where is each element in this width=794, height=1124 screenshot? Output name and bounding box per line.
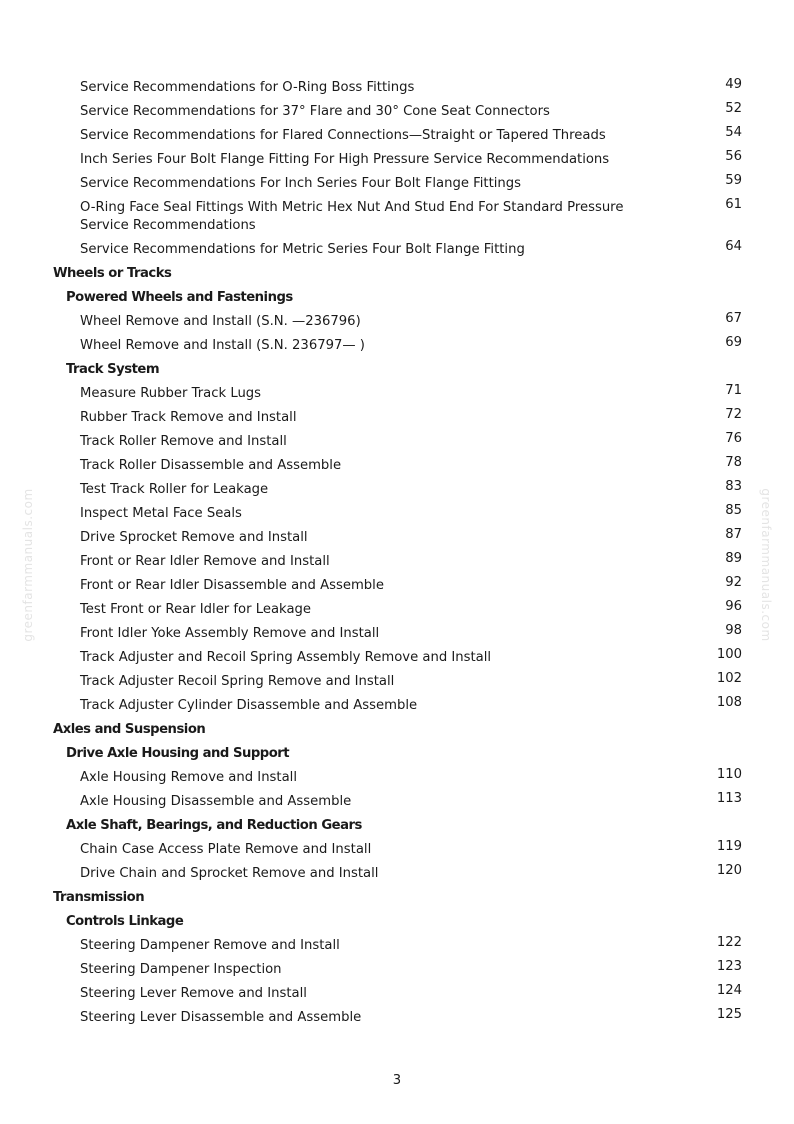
toc-section-heading bbox=[0, 886, 794, 910]
toc-entry-page: 123 bbox=[716, 959, 742, 974]
toc-entry-page: 125 bbox=[716, 1007, 742, 1022]
toc-entry[interactable] bbox=[0, 382, 794, 406]
toc-entry-page: 72 bbox=[725, 407, 742, 422]
toc-entry-title: Chain Case Access Plate Remove and Install bbox=[80, 842, 372, 857]
toc-entry-title: Service Recommendations for O-Ring Boss Fittings bbox=[80, 80, 415, 95]
toc-entry-title: Service Recommendations for Flared Connections—Straight or Tapered Threads bbox=[80, 128, 606, 143]
toc-entry[interactable] bbox=[0, 76, 794, 100]
toc-entry[interactable] bbox=[0, 172, 794, 196]
toc-entry[interactable] bbox=[0, 454, 794, 478]
toc-subsection-heading bbox=[0, 814, 794, 838]
toc-section-heading bbox=[0, 718, 794, 742]
toc-entry-page: 102 bbox=[716, 671, 742, 686]
toc-entry[interactable] bbox=[0, 694, 794, 718]
toc-section-heading bbox=[0, 262, 794, 286]
toc-entry-page: 67 bbox=[725, 311, 742, 326]
toc-entry[interactable] bbox=[0, 526, 794, 550]
toc-entry-title: Service Recommendations for 37° Flare and 30° Cone Seat Connectors bbox=[80, 104, 550, 119]
toc-entry-page: 64 bbox=[725, 239, 742, 254]
toc-entry-page: 49 bbox=[725, 77, 742, 92]
toc-entry-title: Axle Shaft, Bearings, and Reduction Gears bbox=[66, 818, 362, 833]
toc-entry-page: 52 bbox=[725, 101, 742, 116]
toc-entry-page: 69 bbox=[725, 335, 742, 350]
toc-entry-page: 78 bbox=[725, 455, 742, 470]
toc-entry-page: 110 bbox=[716, 767, 742, 782]
toc-entry[interactable] bbox=[0, 838, 794, 862]
toc-entry-title: Steering Dampener Inspection bbox=[80, 962, 282, 977]
toc-entry-title: Front Idler Yoke Assembly Remove and Install bbox=[80, 626, 380, 641]
toc-entry[interactable] bbox=[0, 958, 794, 982]
toc-entry-title: Inch Series Four Bolt Flange Fitting For High Pressure Service Recommendations bbox=[80, 152, 610, 167]
toc-entry[interactable] bbox=[0, 502, 794, 526]
toc-entry-page: 61 bbox=[725, 197, 742, 212]
toc-entry-page: 89 bbox=[725, 551, 742, 566]
toc-entry-page: 108 bbox=[716, 695, 742, 710]
toc-entry-title: Axle Housing Disassemble and Assemble bbox=[80, 794, 352, 809]
watermark-right: greenfarmmanuals.com bbox=[759, 488, 773, 642]
toc-entry-title: Track Adjuster and Recoil Spring Assembly Remove and Install bbox=[80, 650, 492, 665]
watermark-left: greenfarmmanuals.com bbox=[21, 488, 35, 642]
toc-subsection-heading bbox=[0, 286, 794, 310]
toc-entry[interactable] bbox=[0, 982, 794, 1006]
toc-entry[interactable] bbox=[0, 766, 794, 790]
toc-entry[interactable] bbox=[0, 550, 794, 574]
toc-entry[interactable] bbox=[0, 598, 794, 622]
toc-entry-title: Service Recommendations for Metric Series Four Bolt Flange Fitting bbox=[80, 242, 525, 257]
toc-entry-title: Inspect Metal Face Seals bbox=[80, 506, 242, 521]
toc-entry[interactable] bbox=[0, 478, 794, 502]
toc-entry-title: Track Adjuster Cylinder Disassemble and Assemble bbox=[80, 698, 418, 713]
toc-entry-page: 92 bbox=[725, 575, 742, 590]
toc-entry-page: 59 bbox=[725, 173, 742, 188]
toc-entry-title: Steering Dampener Remove and Install bbox=[80, 938, 340, 953]
toc-entry-title: Test Track Roller for Leakage bbox=[80, 482, 269, 497]
toc-entry-page: 56 bbox=[725, 149, 742, 164]
toc-entry[interactable] bbox=[0, 310, 794, 334]
toc-entry-title: Track Roller Remove and Install bbox=[80, 434, 287, 449]
toc-entry-title: Measure Rubber Track Lugs bbox=[80, 386, 262, 401]
page-number: 3 bbox=[392, 1073, 402, 1088]
toc-entry-page: 122 bbox=[716, 935, 742, 950]
toc-entry-page: 124 bbox=[716, 983, 742, 998]
toc-subsection-heading bbox=[0, 358, 794, 382]
toc-entry[interactable] bbox=[0, 430, 794, 454]
toc-entry-page: 71 bbox=[725, 383, 742, 398]
toc-entry-title: Front or Rear Idler Disassemble and Assemble bbox=[80, 578, 384, 593]
toc-entry-title: Service Recommendations For Inch Series Four Bolt Flange Fittings bbox=[80, 176, 522, 191]
toc-entry-page: 98 bbox=[725, 623, 742, 638]
toc-entry-title: Controls Linkage bbox=[66, 914, 184, 929]
toc-entry[interactable] bbox=[0, 670, 794, 694]
toc-entry-title: Steering Lever Remove and Install bbox=[80, 986, 307, 1001]
table-of-contents bbox=[0, 76, 794, 1030]
toc-entry-page: 120 bbox=[716, 863, 742, 878]
toc-entry-title: Powered Wheels and Fastenings bbox=[66, 290, 293, 305]
toc-entry-page: 76 bbox=[725, 431, 742, 446]
toc-entry[interactable] bbox=[0, 100, 794, 124]
toc-entry-title: Track Roller Disassemble and Assemble bbox=[80, 458, 342, 473]
toc-entry-page: 87 bbox=[725, 527, 742, 542]
toc-entry-title: Test Front or Rear Idler for Leakage bbox=[80, 602, 312, 617]
toc-entry-title: Drive Axle Housing and Support bbox=[66, 746, 290, 761]
toc-entry-title: Steering Lever Disassemble and Assemble bbox=[80, 1010, 362, 1025]
toc-entry-page: 96 bbox=[725, 599, 742, 614]
toc-entry-page: 119 bbox=[716, 839, 742, 854]
toc-entry-title: O-Ring Face Seal Fittings With Metric Hex Nut And Stud End For Standard Pressure Service Recommendations bbox=[80, 200, 624, 233]
toc-entry[interactable] bbox=[0, 790, 794, 814]
toc-entry[interactable] bbox=[0, 574, 794, 598]
toc-entry-title: Drive Sprocket Remove and Install bbox=[80, 530, 308, 545]
toc-entry-page: 54 bbox=[725, 125, 742, 140]
toc-entry[interactable] bbox=[0, 406, 794, 430]
toc-entry[interactable] bbox=[0, 124, 794, 148]
toc-entry-title: Drive Chain and Sprocket Remove and Install bbox=[80, 866, 379, 881]
toc-entry[interactable] bbox=[0, 622, 794, 646]
toc-entry-page: 100 bbox=[716, 647, 742, 662]
toc-entry[interactable] bbox=[0, 862, 794, 886]
toc-entry-title: Wheel Remove and Install (S.N. —236796) bbox=[80, 314, 361, 329]
toc-entry[interactable] bbox=[0, 934, 794, 958]
toc-entry-title: Track System bbox=[66, 362, 160, 377]
toc-entry[interactable] bbox=[0, 1006, 794, 1030]
toc-entry-title: Front or Rear Idler Remove and Install bbox=[80, 554, 330, 569]
toc-entry-title: Transmission bbox=[53, 890, 145, 905]
toc-entry-title: Axles and Suspension bbox=[53, 722, 206, 737]
toc-entry-page: 83 bbox=[725, 479, 742, 494]
toc-entry-title: Track Adjuster Recoil Spring Remove and Install bbox=[80, 674, 395, 689]
toc-entry[interactable] bbox=[0, 148, 794, 172]
toc-entry[interactable] bbox=[0, 334, 794, 358]
toc-entry-title: Axle Housing Remove and Install bbox=[80, 770, 298, 785]
toc-subsection-heading bbox=[0, 910, 794, 934]
toc-entry-page: 113 bbox=[716, 791, 742, 806]
toc-entry-title: Wheel Remove and Install (S.N. 236797— ) bbox=[80, 338, 365, 353]
toc-entry[interactable] bbox=[0, 646, 794, 670]
toc-entry-page: 85 bbox=[725, 503, 742, 518]
toc-entry[interactable] bbox=[0, 238, 794, 262]
toc-entry-title: Rubber Track Remove and Install bbox=[80, 410, 297, 425]
toc-subsection-heading bbox=[0, 742, 794, 766]
toc-entry[interactable] bbox=[0, 196, 794, 238]
toc-entry-title: Wheels or Tracks bbox=[53, 266, 172, 281]
